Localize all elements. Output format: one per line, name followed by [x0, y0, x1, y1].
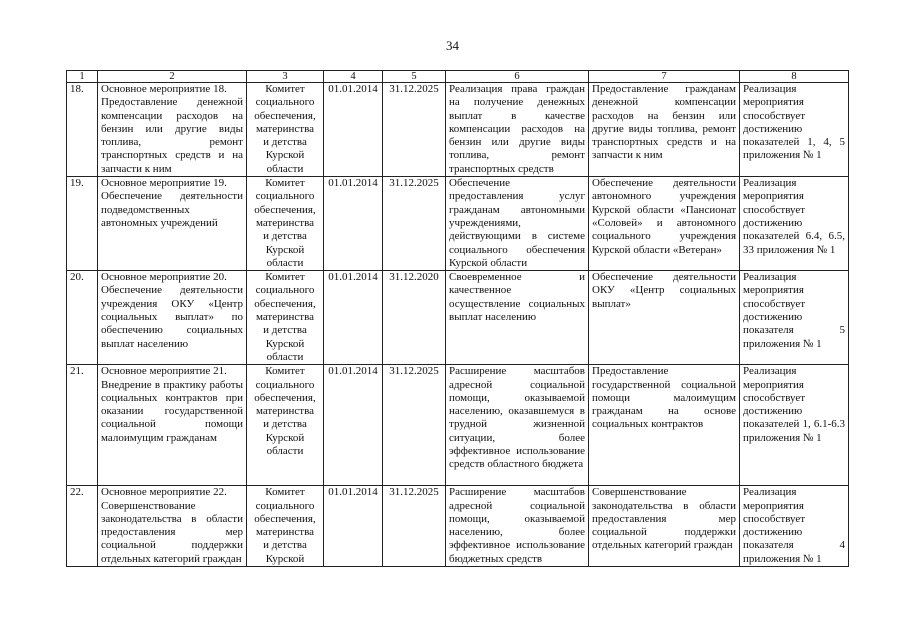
- event-title: Основное мероприятие 21. Внедрение в практику работы социальных контрактов при оказании государственной социальной помощи малоимущим гражданам: [98, 365, 247, 486]
- start-date: 01.01.2014: [324, 177, 383, 271]
- executor: Комитет социального обеспечения, материнства и детства Курской области: [247, 365, 324, 486]
- expected-result: Расширение масштабов адресной социальной помощи, оказываемой населению, оказавшемуся в трудной жизненной ситуации, более эффективное использование средств областного бюджета: [446, 365, 589, 486]
- main-direction: Обеспечение деятельности ОКУ «Центр социальных выплат»: [589, 271, 740, 365]
- main-direction: Предоставление государственной социальной помощи малоимущим гражданам на основе социальных контрактов: [589, 365, 740, 486]
- event-title: Основное мероприятие 18. Предоставление денежной компенсации расходов на бензин или другие виды топлива, ремонт транспортных средств и на запчасти к ним: [98, 83, 247, 177]
- indicator-link: Реализация мероприятия способствует достижению показателей 6.4, 6.5, 33 приложения № 1: [740, 177, 849, 271]
- row-number: 18.: [67, 83, 98, 177]
- executor: Комитет социального обеспечения, материнства и детства Курской: [247, 486, 324, 567]
- start-date: 01.01.2014: [324, 83, 383, 177]
- table-row: [67, 486, 849, 567]
- col-header-6: 6: [446, 71, 589, 83]
- page-number: 34: [446, 38, 459, 53]
- header-row: [67, 71, 849, 83]
- end-date: 31.12.2020: [383, 271, 446, 365]
- event-title: Основное мероприятие 19. Обеспечение деятельности подведомственных автономных учреждений: [98, 177, 247, 271]
- table-row: [67, 177, 849, 271]
- col-header-1: 1: [67, 71, 98, 83]
- indicator-link: Реализация мероприятия способствует достижению показателей 1, 4, 5 приложения № 1: [740, 83, 849, 177]
- table-row: [67, 83, 849, 177]
- col-header-3: 3: [247, 71, 324, 83]
- event-title: Основное мероприятие 20. Обеспечение деятельности учреждения ОКУ «Центр социальных выплат» по обеспечению социальных выплат населению: [98, 271, 247, 365]
- indicator-link: Реализация мероприятия способствует достижению показателей 1, 6.1-6.3 приложения № 1: [740, 365, 849, 486]
- start-date: 01.01.2014: [324, 365, 383, 486]
- expected-result: Своевременное и качественное осуществление социальных выплат населению: [446, 271, 589, 365]
- table-row: [67, 271, 849, 365]
- col-header-5: 5: [383, 71, 446, 83]
- row-number: 21.: [67, 365, 98, 486]
- end-date: 31.12.2025: [383, 177, 446, 271]
- end-date: 31.12.2025: [383, 83, 446, 177]
- event-title: Основное мероприятие 22. Совершенствование законодательства в области предоставления мер социальной поддержки отдельных категорий граждан: [98, 486, 247, 567]
- end-date: 31.12.2025: [383, 365, 446, 486]
- col-header-2: 2: [98, 71, 247, 83]
- col-header-7: 7: [589, 71, 740, 83]
- program-events-table: [66, 70, 849, 567]
- col-header-8: 8: [740, 71, 849, 83]
- table-row: [67, 365, 849, 486]
- row-number: 20.: [67, 271, 98, 365]
- executor: Комитет социального обеспечения, материнства и детства Курской области: [247, 271, 324, 365]
- start-date: 01.01.2014: [324, 486, 383, 567]
- expected-result: Обеспечение предоставления услуг гражданам автономными учреждениями, действующими в системе социального обеспечения Курской области: [446, 177, 589, 271]
- main-direction: Предоставление гражданам денежной компенсации расходов на бензин или другие виды топлива, ремонт транспортных средств и на запчасти к ним: [589, 83, 740, 177]
- executor: Комитет социального обеспечения, материнства и детства Курской области: [247, 177, 324, 271]
- start-date: 01.01.2014: [324, 271, 383, 365]
- indicator-link: Реализация мероприятия способствует достижению показателя 4 приложения № 1: [740, 486, 849, 567]
- main-direction: Обеспечение деятельности автономного учреждения Курской области «Пансионат «Соловей» и автономного социального учреждения Курской области «Ветеран»: [589, 177, 740, 271]
- indicator-link: Реализация мероприятия способствует достижению показателя 5 приложения № 1: [740, 271, 849, 365]
- expected-result: Реализация права граждан на получение денежных выплат в качестве компенсации расходов на бензин или другие виды топлива, ремонт транспортных средств: [446, 83, 589, 177]
- end-date: 31.12.2025: [383, 486, 446, 567]
- row-number: 19.: [67, 177, 98, 271]
- expected-result: Расширение масштабов адресной социальной помощи, оказываемой населению, более эффективное использование бюджетных средств: [446, 486, 589, 567]
- row-number: 22.: [67, 486, 98, 567]
- executor: Комитет социального обеспечения, материнства и детства Курской области: [247, 83, 324, 177]
- col-header-4: 4: [324, 71, 383, 83]
- main-direction: Совершенствование законодательства в области предоставления мер социальной поддержки отдельных категорий граждан: [589, 486, 740, 567]
